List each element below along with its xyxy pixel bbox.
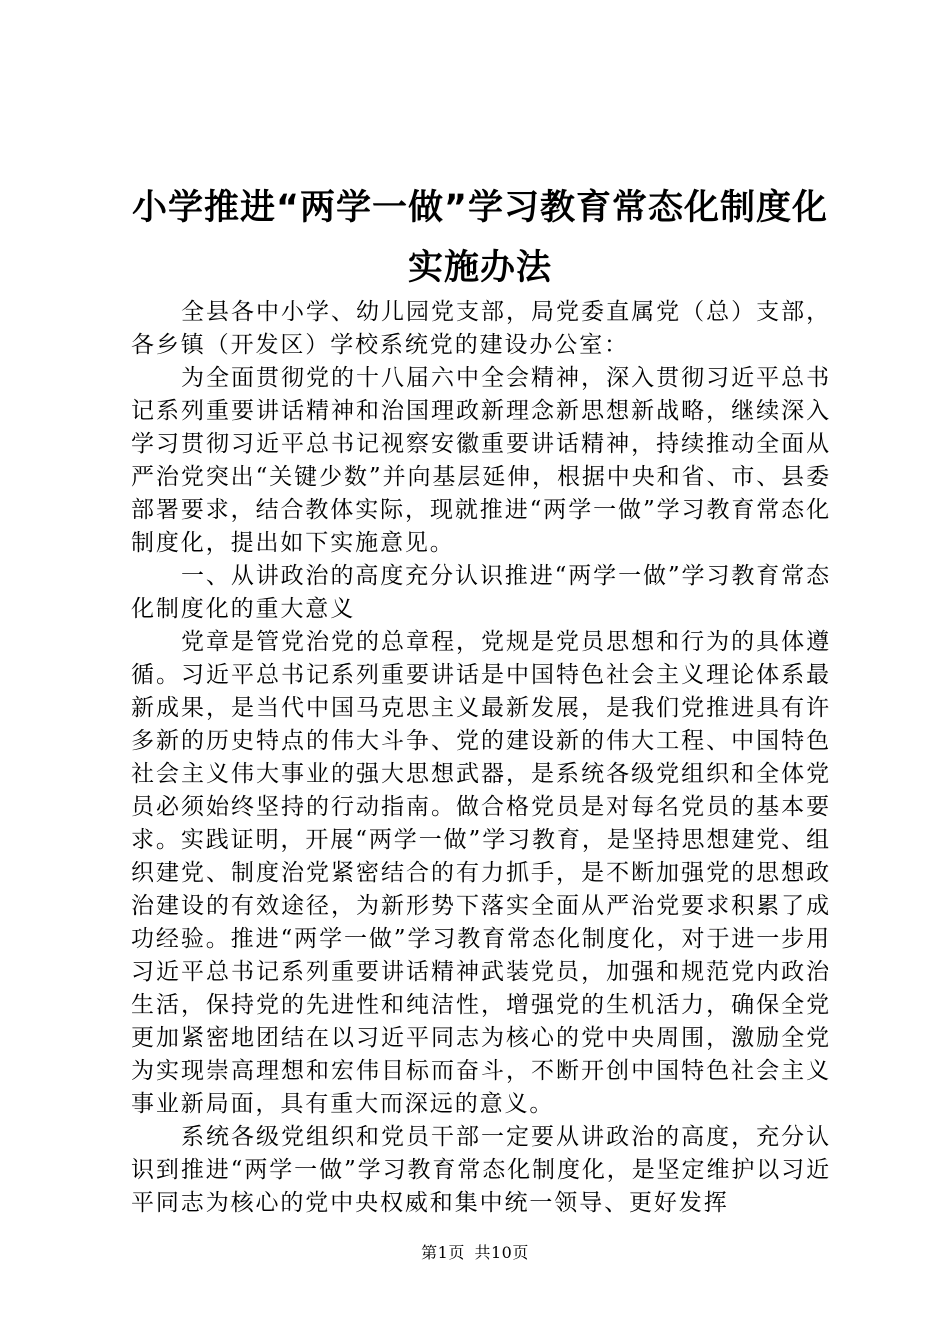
body-paragraph: 系统各级党组织和党员干部一定要从讲政治的高度，充分认识到推进“两学一做”学习教育常态化制度化，是坚定维护以习近平同志为核心的党中央权威和集中统一领导、更好发挥	[131, 1124, 831, 1216]
document-title	[120, 178, 840, 298]
section-heading-1: 一、从讲政治的高度充分认识推进“两学一做”学习教育常态化制度化的重大意义	[131, 563, 831, 622]
salutation-paragraph: 全县各中小学、幼儿园党支部，局党委直属党（总）支部，各乡镇（开发区）学校系统党的建设办公室：	[131, 299, 831, 358]
page-footer	[0, 1243, 950, 1263]
intro-paragraph: 为全面贯彻党的十八届六中全会精神，深入贯彻习近平总书记系列重要讲话精神和治国理政新理念新思想新战略，继续深入学习贯彻习近平总书记视察安徽重要讲话精神，持续推动全面从严治党突出“关键少数”并向基层延伸，根据中央和省、市、县委部署要求，结合教体实际，现就推进“两学一做”学习教育常态化制度化，提出如下实施意见。	[131, 365, 831, 556]
page-total: 共10页	[474, 1243, 529, 1262]
page-number: 第1页	[421, 1243, 465, 1262]
title-line-1: 小学推进“两学一做”学习教育常态化制度化	[131, 188, 828, 228]
document-body	[131, 296, 831, 1220]
body-paragraph: 党章是管党治党的总章程，党规是党员思想和行为的具体遵循。习近平总书记系列重要讲话是中国特色社会主义理论体系最新成果，是当代中国马克思主义最新发展，是我们党推进具有许多新的历史特点的伟大斗争、党的建设新的伟大工程、中国特色社会主义伟大事业的强大思想武器，是系统各级党组织和全体党员必须始终坚持的行动指南。做合格党员是对每名党员的基本要求。实践证明，开展“两学一做”学习教育，是坚持思想建党、组织建党、制度治党紧密结合的有力抓手，是不断加强党的思想政治建设的有效途径，为新形势下落实全面从严治党要求积累了成功经验。推进“两学一做”学习教育常态化制度化，对于进一步用习近平总书记系列重要讲话精神武装党员，加强和规范党内政治生活，保持党的先进性和纯洁性，增强党的生机活力，确保全党更加紧密地团结在以习近平同志为核心的党中央周围，激励全党为实现崇高理想和宏伟目标而奋斗，不断开创中国特色社会主义事业新局面，具有重大而深远的意义。	[131, 629, 831, 1117]
title-line-2: 实施办法	[407, 248, 552, 288]
